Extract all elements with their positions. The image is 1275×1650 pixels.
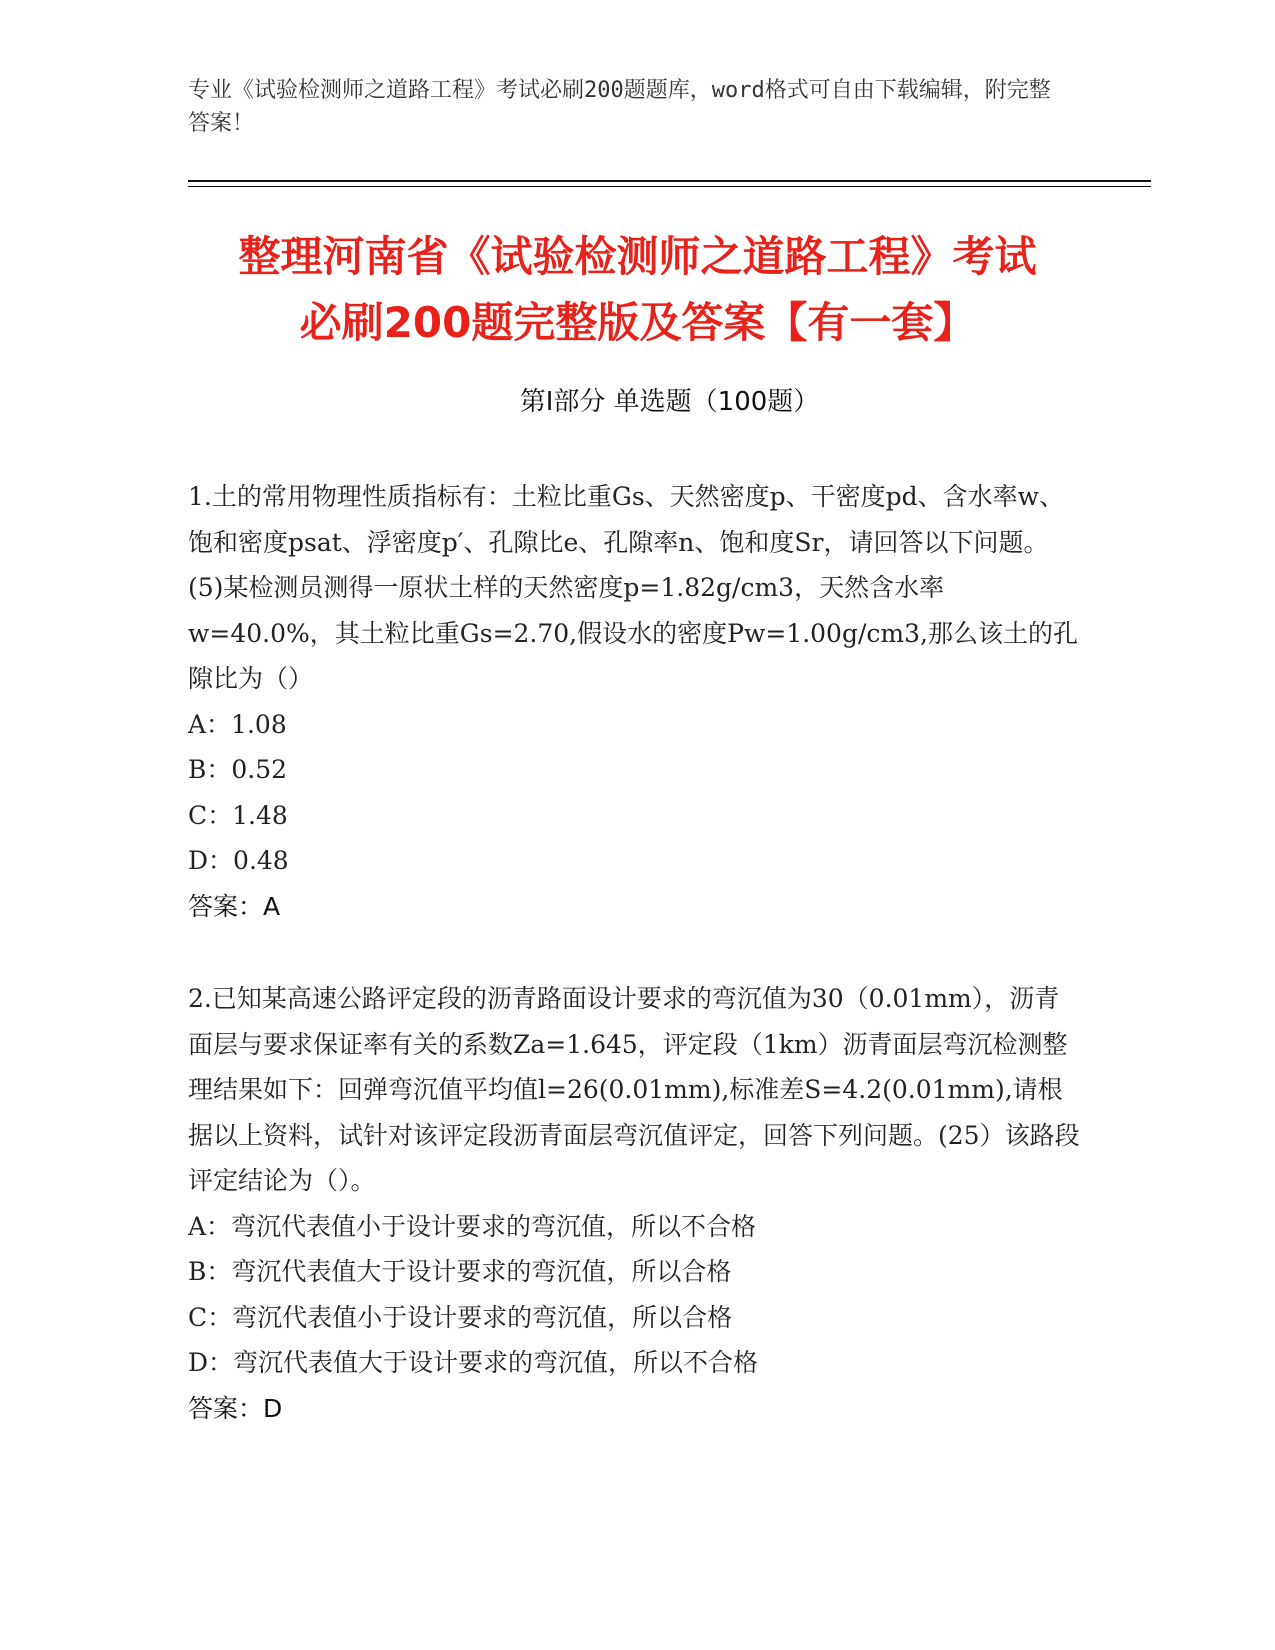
- answer: 答案：D: [188, 1393, 283, 1423]
- option-a: A：1.08: [188, 709, 287, 739]
- document-title: [170, 224, 1105, 356]
- question-stem: 2.已知某高速公路评定段的沥青路面设计要求的弯沉值为30（0.01mm），沥青面层与要求保证率有关的系数Za=1.645，评定段（1km）沥青面层弯沉检测整理结果如下：回弹弯沉值平均值l=26(0.01mm),标准差S=4.2(0.01mm),请根据以上资料，试针对该评定段沥青面层弯沉值评定，回答下列问题。(25）该路段评定结论为（）。: [188, 984, 1080, 1195]
- document-title-line-2: 必刷200题完整版及答案【有一套】: [299, 298, 976, 347]
- header-note: 专业《试验检测师之道路工程》考试必刷200题题库，word格式可自由下载编辑，附完整答案！: [188, 78, 1051, 136]
- question-stem: 1.土的常用物理性质指标有：土粒比重Gs、天然密度p、干密度pd、含水率w、饱和密度psat、浮密度p′、孔隙比e、孔隙率n、饱和度Sr，请回答以下问题。(5)某检测员测得一原状土样的天然密度p=1.82g/cm3，天然含水率w=40.0%，其土粒比重Gs=2.70,假设水的密度Pw=1.00g/cm3,那么该土的孔隙比为（）: [188, 482, 1078, 693]
- option-d: D：弯沉代表值大于设计要求的弯沉值，所以不合格: [188, 1348, 759, 1377]
- option-c: C：1.48: [188, 800, 288, 830]
- question-2: [188, 976, 1083, 1431]
- option-b: B：0.52: [188, 755, 288, 784]
- question-1: [188, 474, 1083, 929]
- option-c: C：弯沉代表值小于设计要求的弯沉值，所以合格: [188, 1302, 733, 1332]
- option-a: A：弯沉代表值小于设计要求的弯沉值，所以不合格: [188, 1211, 757, 1241]
- document-title-line-1: 整理河南省《试验检测师之道路工程》考试: [238, 232, 1037, 281]
- header-rule-thin: [188, 186, 1151, 187]
- section-title: 第Ⅰ部分 单选题（100题）: [519, 387, 820, 417]
- option-d: D：0.48: [188, 846, 289, 875]
- option-b: B：弯沉代表值大于设计要求的弯沉值，所以合格: [188, 1257, 732, 1286]
- header-rule-thick: [188, 180, 1151, 182]
- answer: 答案：A: [188, 891, 281, 921]
